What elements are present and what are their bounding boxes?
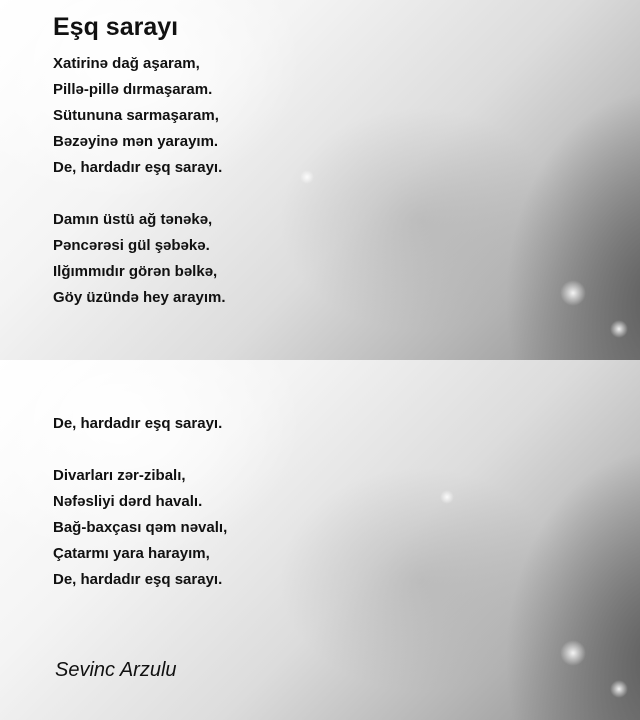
poem-line: Bəzəyinə mən yarayım. bbox=[53, 133, 219, 150]
sparkle-decoration bbox=[610, 680, 628, 698]
stanza-3 bbox=[53, 463, 227, 593]
poem-line: De, hardadır eşq sarayı. bbox=[53, 159, 223, 176]
sparkle-decoration bbox=[440, 490, 454, 504]
poem-panel-bottom bbox=[0, 360, 640, 720]
poem-title: Eşq sarayı bbox=[53, 13, 179, 41]
poem-line: Sütununa sarmaşaram, bbox=[53, 107, 219, 124]
stanza-2 bbox=[53, 207, 226, 311]
poem-line: Xatirinə dağ aşaram, bbox=[53, 55, 200, 72]
sparkle-decoration bbox=[560, 640, 586, 666]
stanza-1 bbox=[53, 51, 222, 181]
poem-line: De, hardadır eşq sarayı. bbox=[53, 571, 223, 588]
poem-author: Sevinc Arzulu bbox=[55, 659, 177, 681]
sparkle-decoration bbox=[300, 170, 314, 184]
poem-line: Bağ-baxçası qəm nəvalı, bbox=[53, 519, 228, 536]
sparkle-decoration bbox=[610, 320, 628, 338]
poem-line: Ilğımmıdır görən bəlkə, bbox=[53, 263, 218, 280]
poem-line: Nəfəsliyi dərd havalı. bbox=[53, 493, 203, 510]
sparkle-decoration bbox=[560, 280, 586, 306]
poem-line: Çatarmı yara harayım, bbox=[53, 545, 210, 562]
poem-line: Göy üzündə hey arayım. bbox=[53, 289, 226, 306]
poem-line: Pillə-pillə dırmaşaram. bbox=[53, 81, 213, 98]
poem-line: Divarları zər-zibalı, bbox=[53, 467, 186, 484]
poem-line: Pəncərəsi gül şəbəkə. bbox=[53, 237, 210, 254]
stanza-2-end bbox=[53, 411, 222, 437]
poem-line: Damın üstü ağ tənəkə, bbox=[53, 211, 213, 228]
poem-line: De, hardadır eşq sarayı. bbox=[53, 415, 223, 432]
